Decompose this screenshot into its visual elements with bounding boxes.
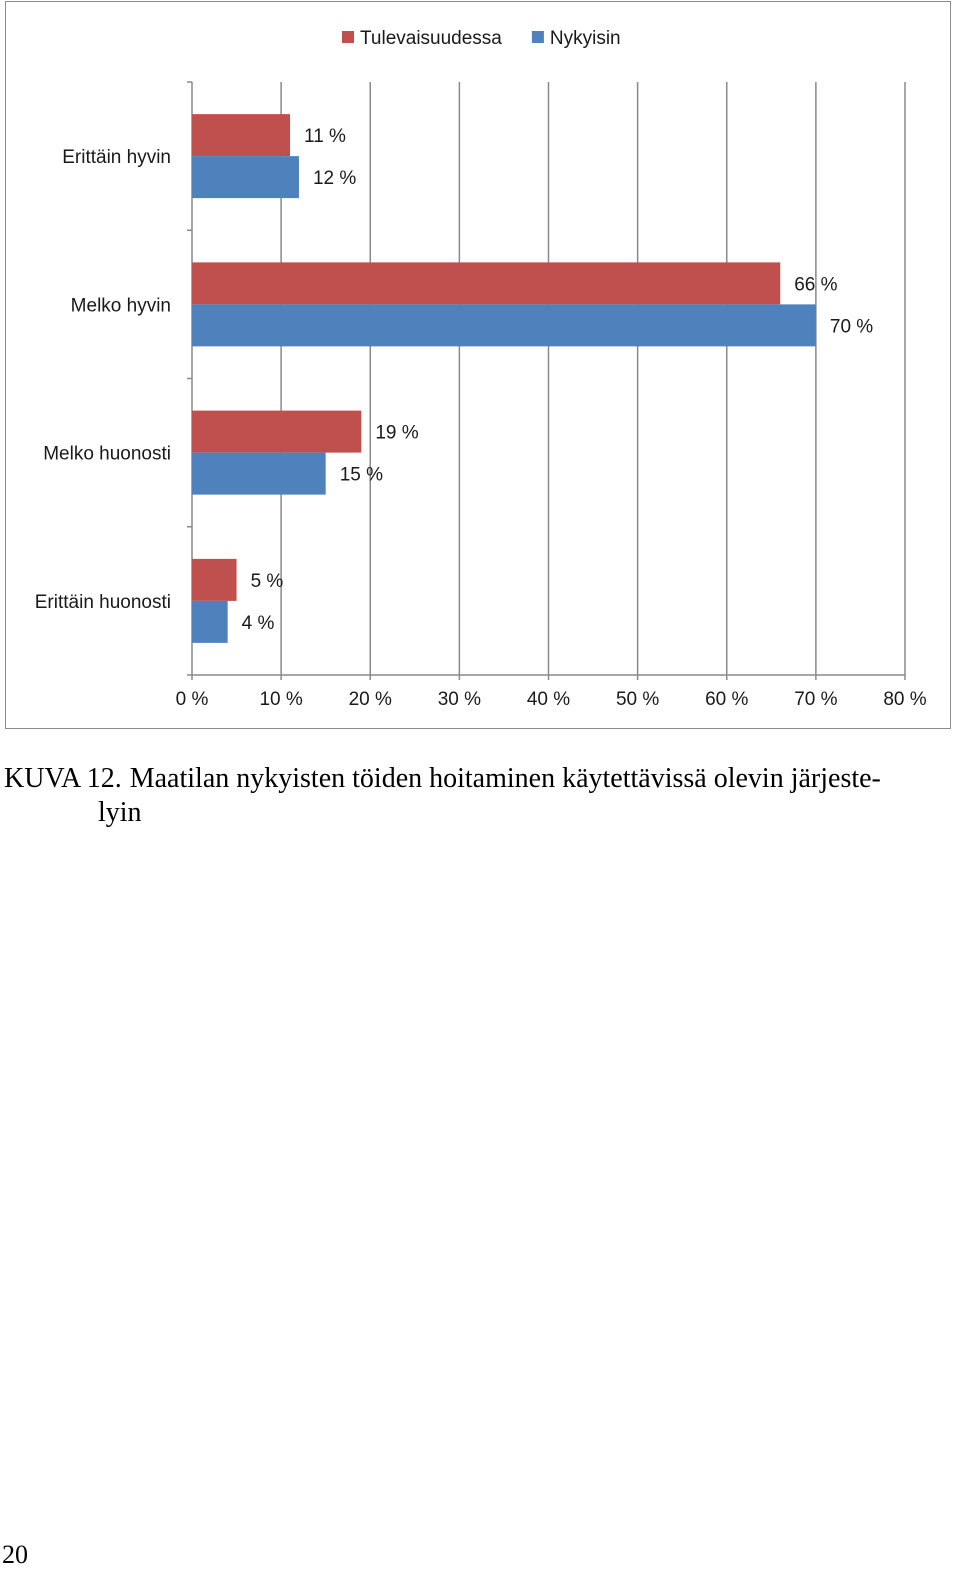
data-label-tulevaisuudessa-2: 19 %	[375, 422, 419, 444]
x-tick-label-6: 60 %	[705, 689, 749, 710]
caption-label: KUVA 12.	[4, 763, 122, 794]
bar-tulevaisuudessa-2	[192, 411, 361, 453]
x-tick-label-4: 40 %	[526, 689, 571, 710]
x-tick-label-7: 70 %	[794, 689, 838, 710]
category-label-0: Erittäin hyvin	[62, 147, 171, 169]
legend-swatch-1	[532, 31, 544, 43]
bar-nykyisin-2	[192, 453, 326, 495]
x-tick-label-2: 20 %	[348, 689, 392, 710]
bar-tulevaisuudessa-0	[192, 114, 290, 156]
category-label-1: Melko hyvin	[70, 295, 171, 317]
bar-tulevaisuudessa-3	[192, 559, 237, 601]
legend-label-1: Nykyisin	[549, 28, 621, 49]
bar-nykyisin-0	[192, 156, 299, 198]
page-number: 20	[2, 1540, 28, 1569]
figure-caption	[4, 762, 944, 830]
bar-tulevaisuudessa-1	[192, 262, 780, 304]
x-tick-label-5: 50 %	[615, 689, 660, 710]
data-label-nykyisin-0: 12 %	[312, 168, 357, 190]
bar-nykyisin-3	[192, 601, 228, 643]
caption-line-2: lyin	[98, 797, 142, 828]
data-label-tulevaisuudessa-0: 11 %	[304, 126, 346, 148]
data-label-nykyisin-3: 4 %	[241, 612, 275, 634]
x-tick-label-8: 80 %	[883, 689, 927, 710]
bar-chart	[6, 2, 952, 730]
bar-nykyisin-1	[192, 304, 816, 346]
data-label-nykyisin-2: 15 %	[339, 464, 383, 486]
category-label-3: Erittäin huonosti	[34, 591, 171, 613]
category-label-2: Melko huonosti	[43, 443, 171, 465]
data-label-nykyisin-1: 70 %	[829, 316, 874, 338]
data-label-tulevaisuudessa-1: 66 %	[794, 274, 838, 296]
chart-frame	[5, 1, 951, 729]
legend-swatch-0	[342, 31, 354, 43]
x-tick-label-3: 30 %	[437, 689, 482, 710]
x-tick-label-0: 0 %	[175, 689, 209, 710]
data-label-tulevaisuudessa-3: 5 %	[250, 570, 284, 592]
caption-line-1: Maatilan nykyisten töiden hoitaminen käytettävissä olevin järjeste-	[129, 763, 881, 794]
legend-label-0: Tulevaisuudessa	[360, 28, 502, 49]
x-tick-label-1: 10 %	[259, 689, 303, 710]
